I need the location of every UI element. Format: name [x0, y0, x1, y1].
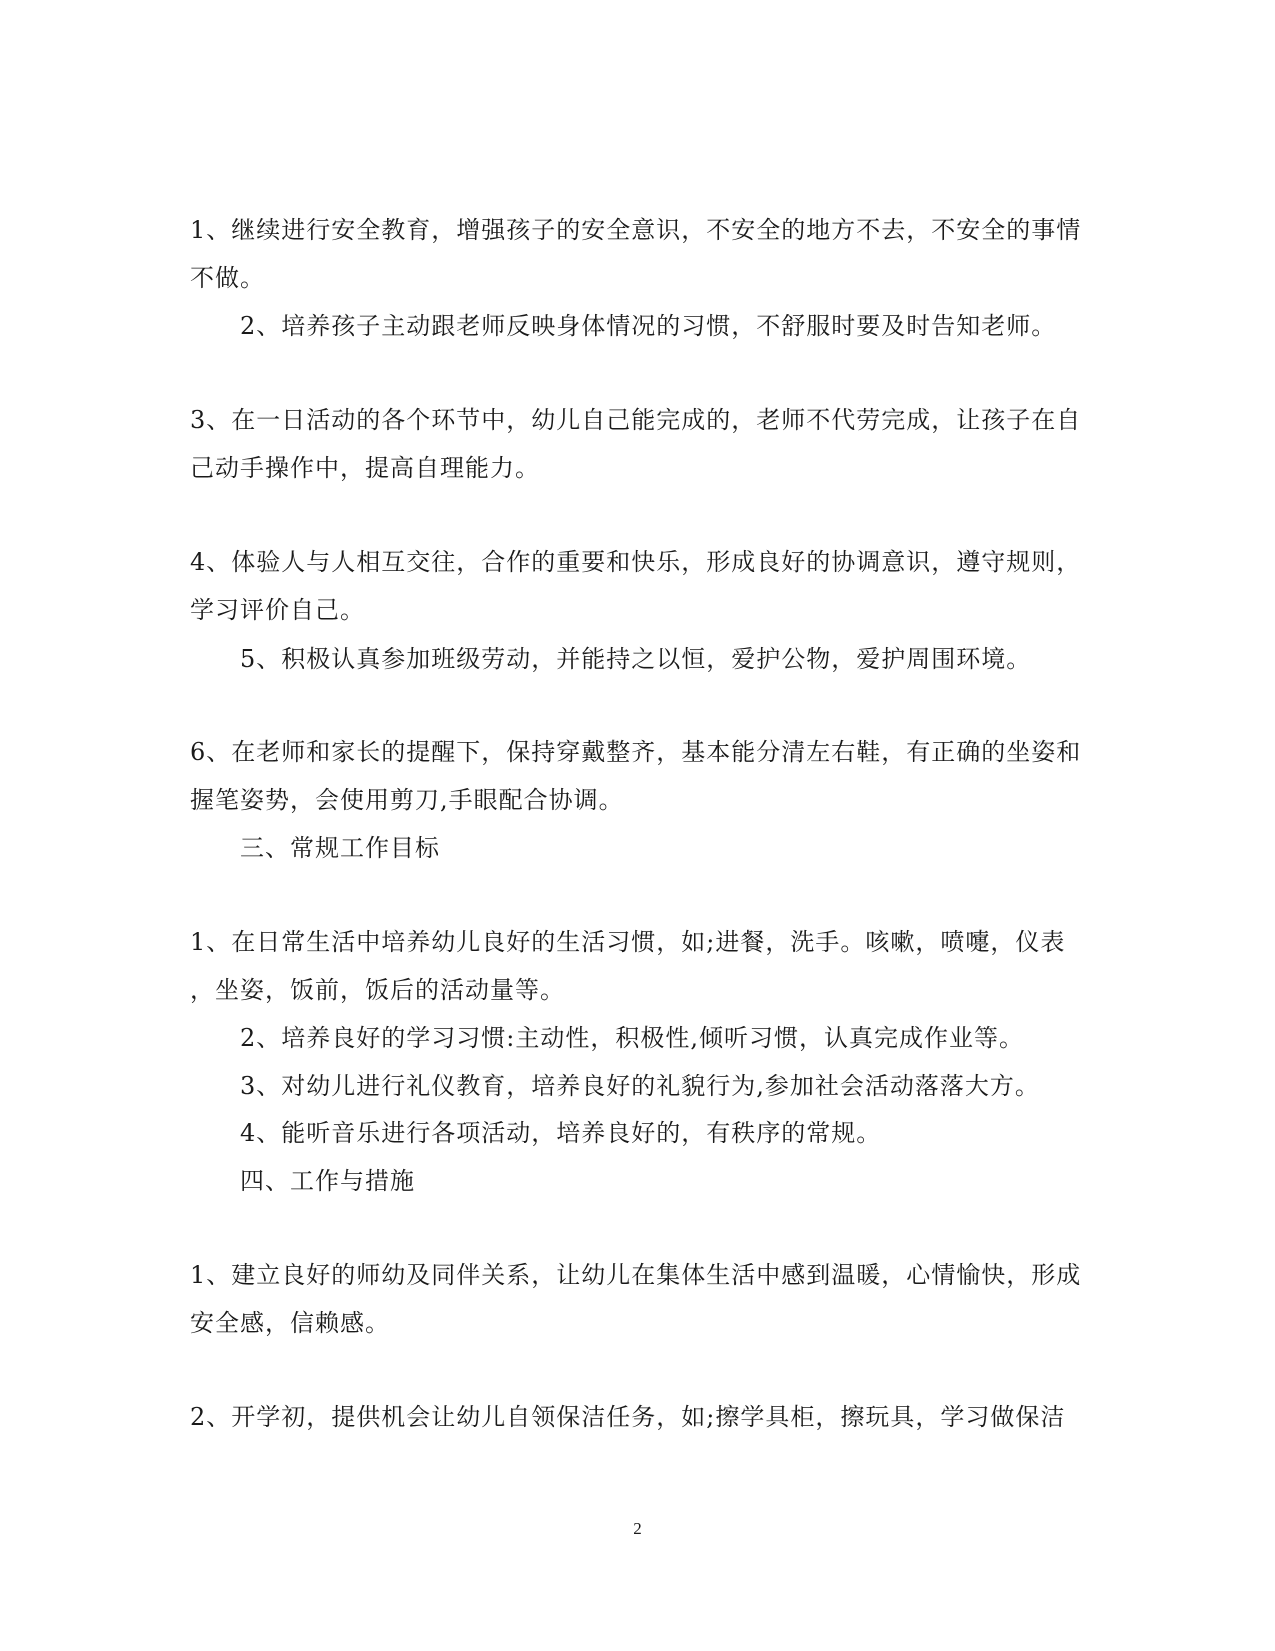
text-line: 2、培养孩子主动跟老师反映身体情况的习惯，不舒服时要及时告知老师。 — [240, 312, 1057, 340]
section-heading: 四、工作与措施 — [240, 1167, 415, 1195]
text-line: 2、开学初，提供机会让幼儿自领保洁任务，如;擦学具柜，擦玩具，学习做保洁 — [190, 1403, 1066, 1431]
page-number: 2 — [633, 1519, 642, 1538]
text-line: 3、在一日活动的各个环节中，幼儿自己能完成的，老师不代劳完成，让孩子在自 — [190, 406, 1082, 434]
text-line: 4、能听音乐进行各项活动，培养良好的，有秩序的常规。 — [240, 1119, 882, 1147]
text-line: 不做。 — [190, 264, 265, 292]
text-line: 4、体验人与人相互交往，合作的重要和快乐，形成良好的协调意识，遵守规则， — [190, 548, 1082, 576]
text-line: 5、积极认真参加班级劳动，并能持之以恒，爱护公物，爱护周围环境。 — [240, 645, 1032, 673]
text-line: 3、对幼儿进行礼仪教育，培养良好的礼貌行为,参加社会活动落落大方。 — [240, 1072, 1040, 1100]
text-line: 握笔姿势，会使用剪刀,手眼配合协调。 — [190, 786, 624, 814]
text-line: 1、继续进行安全教育，增强孩子的安全意识，不安全的地方不去，不安全的事情 — [190, 216, 1082, 244]
text-line: 1、建立良好的师幼及同伴关系，让幼儿在集体生活中感到温暖，心情愉快，形成 — [190, 1261, 1082, 1289]
text-line: 安全感，信赖感。 — [190, 1309, 390, 1337]
text-line: ，坐姿，饭前，饭后的活动量等。 — [190, 976, 565, 1004]
text-line: 2、培养良好的学习习惯:主动性，积极性,倾听习惯，认真完成作业等。 — [240, 1024, 1024, 1052]
section-heading: 三、常规工作目标 — [240, 834, 440, 862]
text-line: 6、在老师和家长的提醒下，保持穿戴整齐，基本能分清左右鞋，有正确的坐姿和 — [190, 738, 1082, 766]
text-line: 己动手操作中，提高自理能力。 — [190, 454, 540, 482]
text-line: 学习评价自己。 — [190, 596, 365, 624]
text-line: 1、在日常生活中培养幼儿良好的生活习惯，如;进餐，洗手。咳嗽，喷嚏，仪表 — [190, 928, 1066, 956]
